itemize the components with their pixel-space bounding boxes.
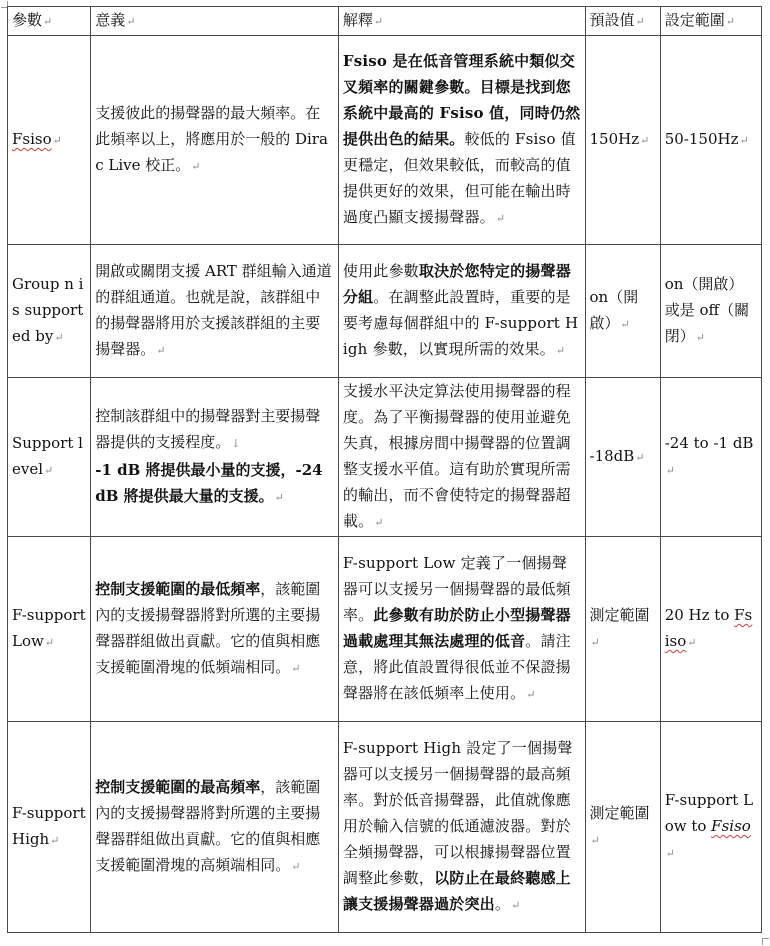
table-row [8,378,762,537]
corner-mark-bottom-right [762,938,769,945]
header-cell-default: 預設值↵ [585,7,660,36]
range-cell: 20 Hz to Fsiso↵ [660,537,761,722]
explain-cell: Fsiso 是在低音管理系統中類似交叉頻率的關鍵參數。目標是找到您系統中最高的 Fsiso 值，同時仍然提供出色的結果。較低的 Fsiso 值更穩定，但效果較低，而較高的值提供更好的效果，但可能在輸出時過度凸顯支援揚聲器。↵ [338,36,585,245]
explain-cell: 支援水平決定算法使用揚聲器的程度。為了平衡揚聲器的使用並避免失真，根據房間中揚聲器的位置調整支援水平值。這有助於實現所需的輸出，而不會使特定的揚聲器超載。↵ [338,378,585,537]
table-row [8,245,762,378]
param-cell: F-support High↵ [8,722,91,933]
default-cell: 測定範圍↵ [585,722,660,933]
header-cell-param: 參數↵ [8,7,91,36]
default-cell: 測定範圍↵ [585,537,660,722]
range-cell: -24 to -1 dB↵ [660,378,761,537]
parameter-table [7,6,762,933]
default-cell: on（開啟）↵ [585,245,660,378]
range-cell: F-support Low to Fsiso↵ [660,722,761,933]
range-cell: 50-150Hz↵ [660,36,761,245]
param-cell: Group n is supported by↵ [8,245,91,378]
explain-cell: F-support High 設定了一個揚聲器可以支援另一個揚聲器的最高頻率。對於低音揚聲器，此值就像應用於輸入信號的低通濾波器。對於全頻揚聲器，可以根據揚聲器位置調整此參數，以防止在最終聽感上讓支援揚聲器過於突出。↵ [338,722,585,933]
default-cell: 150Hz↵ [585,36,660,245]
meaning-cell: 控制支援範圍的最高頻率，該範圍內的支援揚聲器將對所選的主要揚聲器群組做出貢獻。它的值與相應支援範圍滑塊的高頻端相同。↵ [91,722,339,933]
meaning-cell: 控制支援範圍的最低頻率，該範圍內的支援揚聲器將對所選的主要揚聲器群組做出貢獻。它的值與相應支援範圍滑塊的低頻端相同。↵ [91,537,339,722]
explain-cell: 使用此參數取決於您特定的揚聲器分組。在調整此設置時，重要的是要考慮每個群組中的 F-support High 參數，以實現所需的效果。↵ [338,245,585,378]
param-cell: F-support Low↵ [8,537,91,722]
header-cell-explain: 解釋↵ [338,7,585,36]
default-cell: -18dB↵ [585,378,660,537]
table-header-row [8,7,762,36]
table-row [8,537,762,722]
meaning-cell: 控制該群組中的揚聲器對主要揚聲器提供的支援程度。↓ -1 dB 將提供最小量的支援，-24 dB 將提供最大量的支援。↵ [91,378,339,537]
meaning-cell: 開啟或關閉支援 ART 群組輸入通道的群組通道。也就是說，該群組中的揚聲器將用於支援該群組的主要揚聲器。↵ [91,245,339,378]
explain-cell: F-support Low 定義了一個揚聲器可以支援另一個揚聲器的最低頻率。此參數有助於防止小型揚聲器過載處理其無法處理的低音。請注意，將此值設置得很低並不保證揚聲器將在該低頻率上使用。↵ [338,537,585,722]
range-cell: on（開啟）或是 off（關閉）↵ [660,245,761,378]
header-cell-meaning: 意義↵ [91,7,339,36]
param-cell: Support level↵ [8,378,91,537]
table-row [8,722,762,933]
table-row [8,36,762,245]
meaning-cell: 支援彼此的揚聲器的最大頻率。在此頻率以上，將應用於一般的 Dirac Live 校正。↵ [91,36,339,245]
param-cell: Fsiso↵ [8,36,91,245]
header-cell-range: 設定範圍↵ [660,7,761,36]
